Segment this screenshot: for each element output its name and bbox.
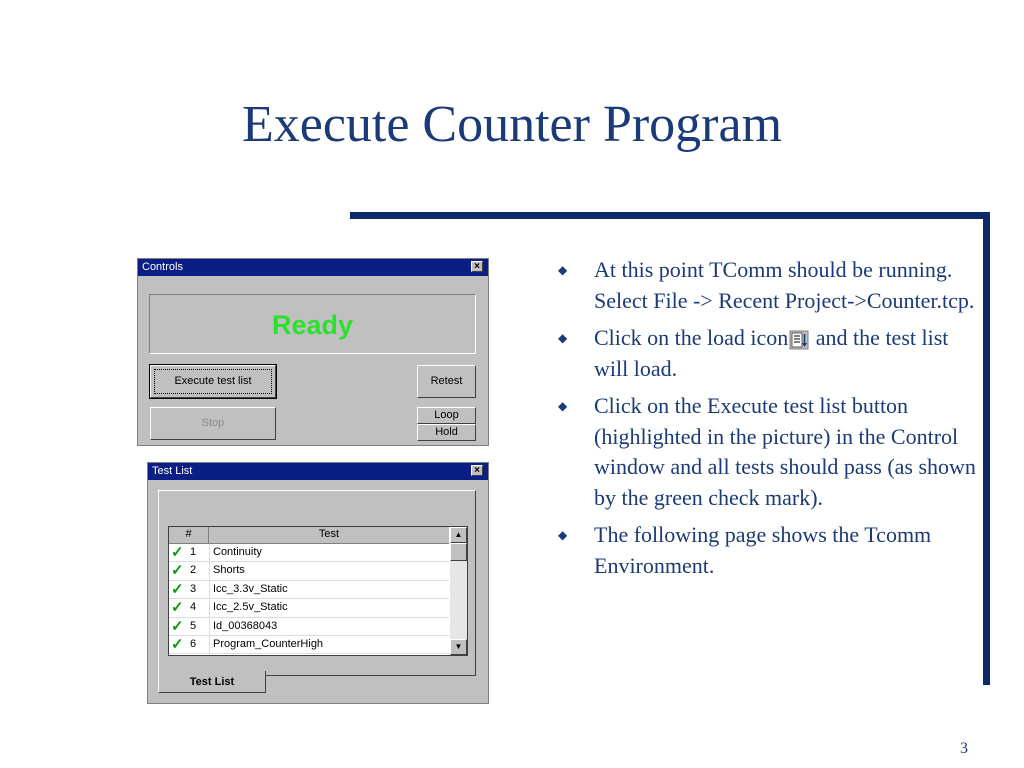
test-name: Icc_3.3v_Static <box>213 582 288 595</box>
table-row[interactable] <box>169 562 449 580</box>
column-divider <box>209 618 210 636</box>
bullet-item <box>555 255 980 316</box>
test-number: 1 <box>190 546 197 558</box>
slide-title: Execute Counter Program <box>241 96 783 153</box>
bullet-text: At this point TComm should be running. Select File -> Recent Project->Counter.tcp. <box>594 257 975 313</box>
bullet-item <box>555 391 980 513</box>
test-list-title: Test List <box>152 465 193 477</box>
bullet-text: and the test list will load. <box>594 325 949 381</box>
column-divider <box>209 636 210 654</box>
bullet-item <box>555 323 980 384</box>
bullet-item <box>555 520 980 581</box>
pass-check-icon: ✓ <box>171 580 184 598</box>
diamond-bullet-icon: ◆ <box>558 331 568 345</box>
execute-test-list-button[interactable] <box>150 365 276 398</box>
status-panel <box>149 294 476 354</box>
pass-check-icon: ✓ <box>171 544 184 561</box>
table-row[interactable] <box>169 544 449 562</box>
test-list-titlebar[interactable] <box>148 463 488 480</box>
hold-button-label: Hold <box>435 426 458 438</box>
grid-header <box>169 527 449 544</box>
hold-button[interactable] <box>417 424 476 441</box>
table-row[interactable] <box>169 599 449 617</box>
controls-title: Controls <box>142 261 183 273</box>
table-row[interactable] <box>169 618 449 636</box>
diamond-bullet-icon: ◆ <box>558 528 568 542</box>
test-name: Program_CounterHigh <box>213 637 324 650</box>
test-rows <box>169 544 449 654</box>
test-number: 3 <box>190 582 197 595</box>
loop-button-label: Loop <box>434 409 459 421</box>
retest-button[interactable] <box>417 365 476 398</box>
diamond-bullet-icon: ◆ <box>558 263 568 277</box>
decorative-top-bar <box>350 212 990 219</box>
pass-check-icon: ✓ <box>171 635 184 653</box>
pass-check-icon: ✓ <box>171 562 184 580</box>
retest-button-label: Retest <box>430 375 463 387</box>
test-name: Icc_2.5v_Static <box>213 601 288 614</box>
test-grid[interactable] <box>168 526 468 656</box>
controls-window <box>137 258 489 446</box>
column-divider <box>209 562 210 580</box>
tab-test-list[interactable] <box>158 671 266 693</box>
test-list-window <box>147 462 489 704</box>
test-name: Shorts <box>213 564 245 577</box>
scroll-down-icon[interactable]: ▼ <box>450 639 467 655</box>
column-divider <box>209 544 210 562</box>
column-divider <box>209 599 210 617</box>
stop-button[interactable] <box>150 407 276 440</box>
bullet-text: Click on the load icon <box>594 325 789 350</box>
decorative-right-bar <box>983 212 990 685</box>
test-number: 2 <box>190 564 197 577</box>
test-name: Continuity <box>213 546 262 558</box>
vertical-scrollbar[interactable] <box>450 527 467 655</box>
execute-button-label: Execute test list <box>174 375 252 387</box>
diamond-bullet-icon: ◆ <box>558 399 568 413</box>
load-test-list-icon <box>789 330 809 350</box>
bullet-text: The following page shows the Tcomm Environment. <box>594 522 932 578</box>
status-text: Ready <box>271 310 354 340</box>
page-number: 3 <box>960 740 968 757</box>
controls-close-icon[interactable]: × <box>471 261 483 272</box>
scroll-up-icon[interactable]: ▲ <box>450 527 467 543</box>
table-row[interactable] <box>169 636 449 654</box>
test-number: 4 <box>190 601 197 614</box>
loop-button[interactable] <box>417 407 476 424</box>
bullet-text: Click on the Execute test list button (highlighted in the picture) in the Control window and all tests should pass (as shown by the green check mark). <box>594 393 976 510</box>
tab-label: Test List <box>189 676 235 688</box>
stop-button-label: Stop <box>201 417 225 429</box>
test-list-close-icon[interactable]: × <box>471 465 483 476</box>
column-header-number[interactable]: # <box>169 527 209 544</box>
column-header-test[interactable]: Test <box>209 527 449 544</box>
table-row[interactable] <box>169 581 449 599</box>
focus-ring <box>154 369 272 394</box>
pass-check-icon: ✓ <box>171 599 184 617</box>
test-name: Id_00368043 <box>213 619 278 632</box>
test-number: 5 <box>190 619 197 632</box>
pass-check-icon: ✓ <box>171 617 184 635</box>
test-number: 6 <box>190 637 197 650</box>
column-divider <box>209 581 210 599</box>
bullet-list <box>555 255 980 588</box>
scroll-thumb[interactable] <box>450 543 467 561</box>
controls-titlebar[interactable] <box>138 259 488 276</box>
